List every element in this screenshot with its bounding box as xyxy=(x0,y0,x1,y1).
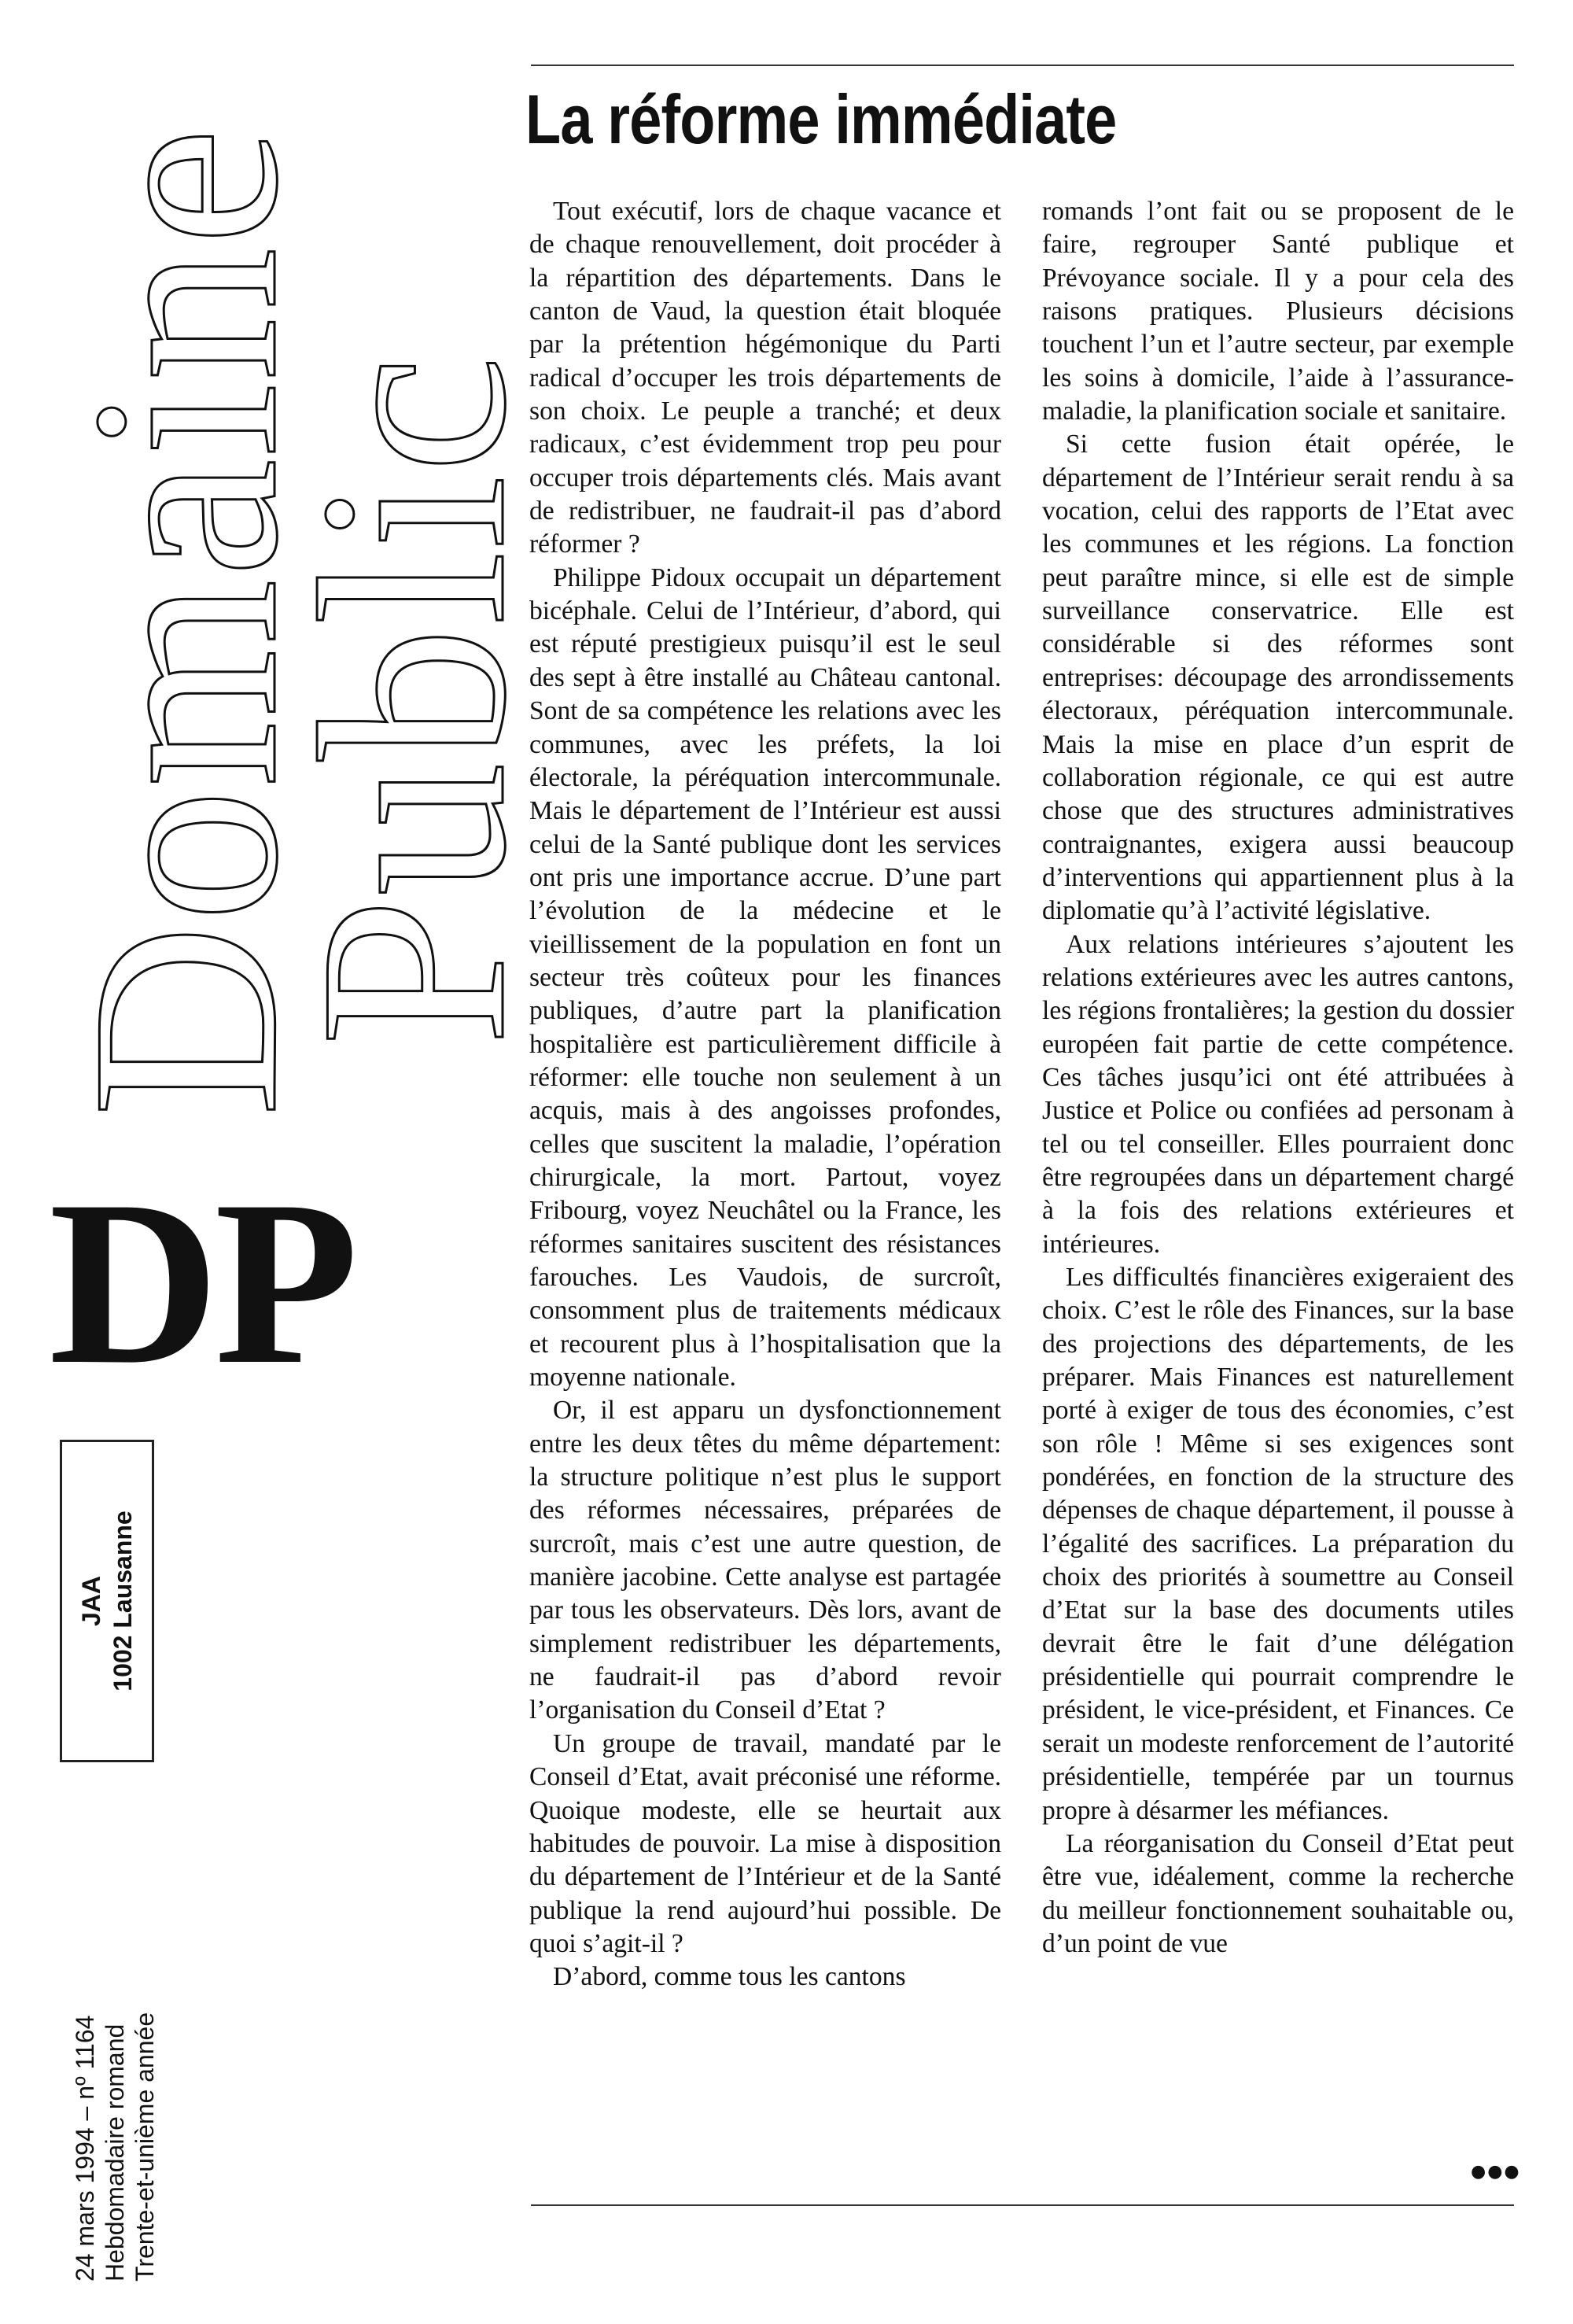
issue-frequency: Hebdomadaire romand xyxy=(100,2023,129,2282)
issue-year: Trente-et-unième année xyxy=(130,2012,159,2282)
paragraph: Or, il est apparu un dysfonctionnement entre les deux têtes du même département: la structure politique n’est plus le support des réformes nécessaires, préparées de surcroît, mais c’est une autre question, de manière jacobine. Cette analyse est partagée par tous les observateurs. Dès lors, avant de simplement redistribuer les départements, ne faudrait-il pas d’abord revoir l’organisation du Conseil d’Etat ? xyxy=(529,1396,1001,1725)
masthead-domaine: Domaine xyxy=(36,125,333,1117)
article-column-right xyxy=(1042,195,1514,1961)
paragraph: Aux relations intérieures s’ajoutent les relations extérieures avec les autres cantons, les régions frontalières; la gestion du dossier européen fait partie de cette compétence. Ces tâches jusqu’ici ont été attribuées à Justice et Police ou confiées ad personam à tel ou tel conseiller. Elles pourraient donc être regroupées dans un département chargé à la fois des relations extérieures et intérieures. xyxy=(1042,929,1514,1259)
bottom-rule xyxy=(531,2204,1514,2206)
paragraph: Les difficultés financières exigeraient des choix. C’est le rôle des Finances, sur la base des projections des départements, de les préparer. Mais Finances est naturellement porté à exiger de tous des économies, c’est son rôle ! Même si ses exigences sont pondérées, en fonction de la structure des dépenses de chaque département, il pousse à l’égalité des sacrifices. La préparation du choix des priorités à soumettre au Conseil d’Etat sur la base des documents utiles devrait être le fait d’une délégation présidentielle qui pourrait comprendre le président, le vice-président, et Finances. Ce serait un modeste renforcement de l’autorité présidentielle, tempérée par un tournus propre à désarmer les méfiances. xyxy=(1042,1263,1514,1825)
address-box xyxy=(60,1440,154,1762)
address-line-city: 1002 Lausanne xyxy=(109,1511,137,1691)
paragraph: D’abord, comme tous les cantons xyxy=(553,1962,906,1992)
top-rule xyxy=(531,65,1514,66)
article-title: La réforme immédiate xyxy=(525,80,1117,158)
continued-marker: ●●● xyxy=(1471,2162,1521,2182)
address-text xyxy=(76,1511,138,1691)
article-column-left xyxy=(529,195,1001,1994)
paragraph: Philippe Pidoux occupait un département bicéphale. Celui de l’Intérieur, d’abord, qui est réputé prestigieux puisqu’il est le seul des sept à être installé au Château cantonal. Sont de sa compétence les relations avec les communes, avec les préfets, la loi électorale, la péréquation intercommunale. Mais le département de l’Intérieur est aussi celui de la Santé publique dont les services ont pris une importance accrue. D’une part l’évolution de la médecine et le vieillissement de la population en font un secteur très coûteux pour les finances publiques, d’autre part la planification hospitalière est particulièrement difficile à réformer: elle touche non seulement à un acquis, mais à des angoisses profondes, celles que suscitent la maladie, l’opération chirurgicale, la mort. Partout, voyez Fribourg, voyez Neuchâtel ou la France, les réformes sanitaires suscitent des résistances farouches. Les Vaudois, de surcroît, consomment plus de traitements médicaux et recourent plus à l’hospitalisation que la moyenne nationale. xyxy=(529,563,1001,1393)
issue-date-number: 24 mars 1994 – nº 1164 xyxy=(71,2015,99,2282)
paragraph: Un groupe de travail, mandaté par le Conseil d’Etat, avait préconisé une réforme. Quoique modeste, elle se heurtait aux habitudes de pouvoir. La mise à disposition du département de l’Intérieur et de la Santé publique la rend aujourd’hui possible. De quoi s’agit-il ? xyxy=(529,1728,1001,1958)
logo-dp: DP xyxy=(49,1152,354,1413)
paragraph: romands l’ont fait ou se proposent de le faire, regrouper Santé publique et Prévoyance sociale. Il y a pour cela des raisons pratiques. Plusieurs décisions touchent l’un et l’autre secteur, par exemple les soins à domicile, l’aide à l’assurance-maladie, la planification sociale et sanitaire. xyxy=(1042,197,1514,426)
paragraph: Tout exécutif, lors de chaque vacance et de chaque renouvellement, doit procéder à la répartition des départements. Dans le canton de Vaud, la question était bloquée par la prétention hégémonique du Parti radical d’occuper les trois départements de son choix. Le peuple a tranché; et deux radicaux, c’est évidemment trop peu pour occuper trois départements clés. Mais avant de redistribuer, ne faudrait-il pas d’abord réformer ? xyxy=(529,197,1001,559)
address-line-jaa: JAA xyxy=(77,1575,105,1627)
masthead-public: Public xyxy=(264,353,561,1046)
paragraph: Si cette fusion était opérée, le département de l’Intérieur serait rendu à sa vocation, celui des rapports de l’Etat avec les communes et les régions. La fonction peut paraître mince, si elle est de simple surveillance conservatrice. Elle est considérable si des réformes sont entreprises: découpage des arrondissements électoraux, péréquation intercommunale. Mais la mise en place d’un esprit de collaboration régionale, ce qui est autre chose que des structures administratives contraignantes, exigera aussi beaucoup d’interventions qui appartiennent plus à la diplomatie qu’à l’activité législative. xyxy=(1042,430,1514,926)
issue-info xyxy=(71,2012,160,2282)
paragraph: La réorganisation du Conseil d’Etat peut être vue, idéalement, comme la recherche du meilleur fonctionnement souhaitable ou, d’un point de vue xyxy=(1042,1828,1514,1958)
